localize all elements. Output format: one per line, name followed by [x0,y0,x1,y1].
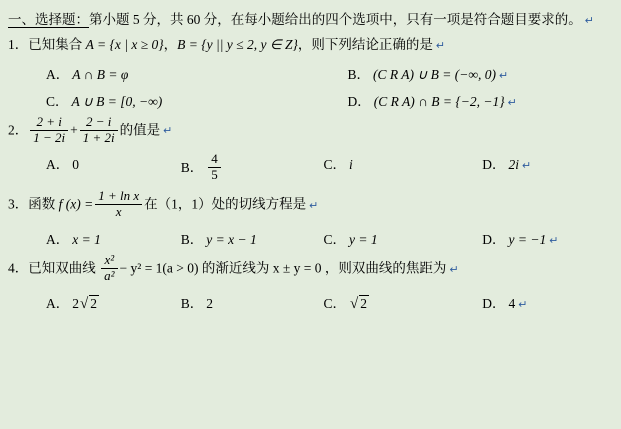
question-2-fraction-2 [80,115,118,146]
question-2-options [8,153,611,184]
option-label: A． [46,296,70,312]
question-1 [8,34,611,110]
question-2-option-c[interactable] [310,153,461,184]
option-text: 2 [206,296,214,312]
question-4 [8,254,611,313]
fraction-numerator: 2 + i [36,113,62,129]
option-text: i [349,157,353,173]
question-1-options-row-2 [8,90,611,110]
question-3-option-b[interactable] [159,228,310,248]
question-4-stem-prefix: 已知双曲线 [28,260,100,276]
fraction-denominator: 1 − 2i [30,130,68,146]
paragraph-mark-icon: ↵ [449,263,459,276]
option-label: C． [323,232,347,248]
square-root-icon: √ 2 [80,296,97,313]
question-3-stem [8,190,611,221]
option-text: A ∪ B = [0, −∞) [71,93,163,109]
question-4-option-c[interactable] [310,292,461,313]
square-root-icon: √ 2 [350,296,367,313]
fraction-numerator: 2 − i [86,113,112,129]
question-2-plus-sign: + [70,122,78,138]
option-text: x = 1 [72,232,101,248]
option-label: D． [482,296,506,312]
option-label: C． [46,93,69,109]
option-text: y = x − 1 [206,232,257,248]
question-2-option-d[interactable] [460,153,611,184]
fraction-numerator: x² [104,252,115,268]
option-fraction [208,152,221,183]
option-text: y = 1 [349,232,378,248]
question-1-stem [8,34,611,56]
question-1-option-b[interactable] [310,63,612,83]
option-label: B． [347,66,371,82]
question-2-option-b[interactable] [159,153,310,184]
paragraph-mark-icon: ↵ [163,125,173,138]
question-3-option-d[interactable] [460,228,611,248]
question-4-fraction [101,253,117,284]
option-label: A． [46,157,70,173]
section-heading-text: 第小题 5 分，共 60 分，在每小题给出的四个选项中，只有一项是符合题目要求的。 [89,12,582,27]
option-label: D． [482,157,506,173]
option-text: 2i [508,157,520,173]
question-3-option-c[interactable] [310,228,461,248]
radicand: 2 [360,296,367,312]
option-label: A． [46,232,70,248]
option-label: C． [323,296,347,312]
question-4-options [8,292,611,313]
option-text: A ∩ B = φ [72,66,129,82]
option-label: B． [180,232,204,248]
option-text: y = −1 [508,232,547,248]
option-text: 4 [508,296,516,312]
paragraph-mark-icon: ↵ [549,235,559,248]
fraction-denominator: x [95,204,142,220]
paragraph-mark-icon: ↵ [309,199,319,212]
question-1-options-row-1 [8,63,611,83]
question-3-function: f (x) = [58,196,94,212]
question-4-stem-mid: − y² = 1(a > 0) 的渐近线为 x ± y = 0 ，则双曲线的焦距为 [119,260,447,276]
fraction-denominator: 5 [208,167,221,183]
question-3-stem-prefix: 函数 [28,196,59,212]
question-3-option-a[interactable] [8,228,159,248]
option-label: B． [180,296,204,312]
question-1-number: 1． [8,37,29,52]
question-2-stem-suffix: 的值是 [119,122,161,138]
question-2 [8,113,611,185]
question-1-stem-suffix: ，则下列结论正确的是 [297,37,433,52]
option-label: B． [180,160,204,175]
option-label: A． [46,66,70,82]
question-3-options [8,228,611,248]
question-3 [8,190,611,248]
paragraph-mark-icon: ↵ [522,160,532,173]
question-4-number: 4． [8,260,29,276]
radicand: 2 [90,296,97,312]
option-text: (C R A) ∪ B = (−∞, 0) [373,66,496,82]
option-label: D． [482,232,506,248]
section-heading-label: 一、选择题： [8,12,89,27]
question-2-option-a[interactable] [8,153,159,184]
question-1-stem-prefix: 已知集合 [28,37,86,52]
paragraph-mark-icon: ↵ [507,96,517,109]
paragraph-mark-icon: ↵ [435,40,446,52]
option-text: 0 [72,157,79,173]
question-4-stem [8,254,611,285]
question-4-option-b[interactable] [159,292,310,313]
fraction-denominator: a² [101,268,117,284]
question-3-number: 3． [8,196,29,212]
question-1-set-a: A = {x | x ≥ 0} [85,37,164,52]
question-3-stem-suffix: 在（1，1）处的切线方程是 [144,196,307,212]
question-1-option-d[interactable] [310,90,612,110]
question-1-option-a[interactable] [8,63,310,83]
option-text: 2 [72,296,79,312]
paragraph-mark-icon: ↵ [518,299,528,312]
option-label: C． [323,157,347,173]
question-3-fraction [95,189,142,220]
paragraph-mark-icon: ↵ [498,69,509,82]
fraction-numerator: 1 + ln x [98,188,140,204]
option-label: D． [347,93,371,109]
section-heading [8,8,611,28]
paragraph-mark-icon: ↵ [584,15,594,27]
question-1-stem-sep: ， [163,37,178,52]
question-1-set-b: B = {y || y ≤ 2, y ∈ Z} [177,37,298,52]
fraction-numerator: 4 [211,151,218,167]
question-4-option-a[interactable] [8,292,159,313]
question-4-option-d[interactable] [460,292,611,313]
option-text: (C R A) ∩ B = {−2, −1} [373,93,505,109]
question-1-option-c[interactable] [8,90,310,110]
question-2-number: 2． [8,122,29,138]
fraction-denominator: 1 + 2i [80,130,118,146]
question-2-stem [8,113,611,147]
question-2-fraction-1 [30,115,68,146]
